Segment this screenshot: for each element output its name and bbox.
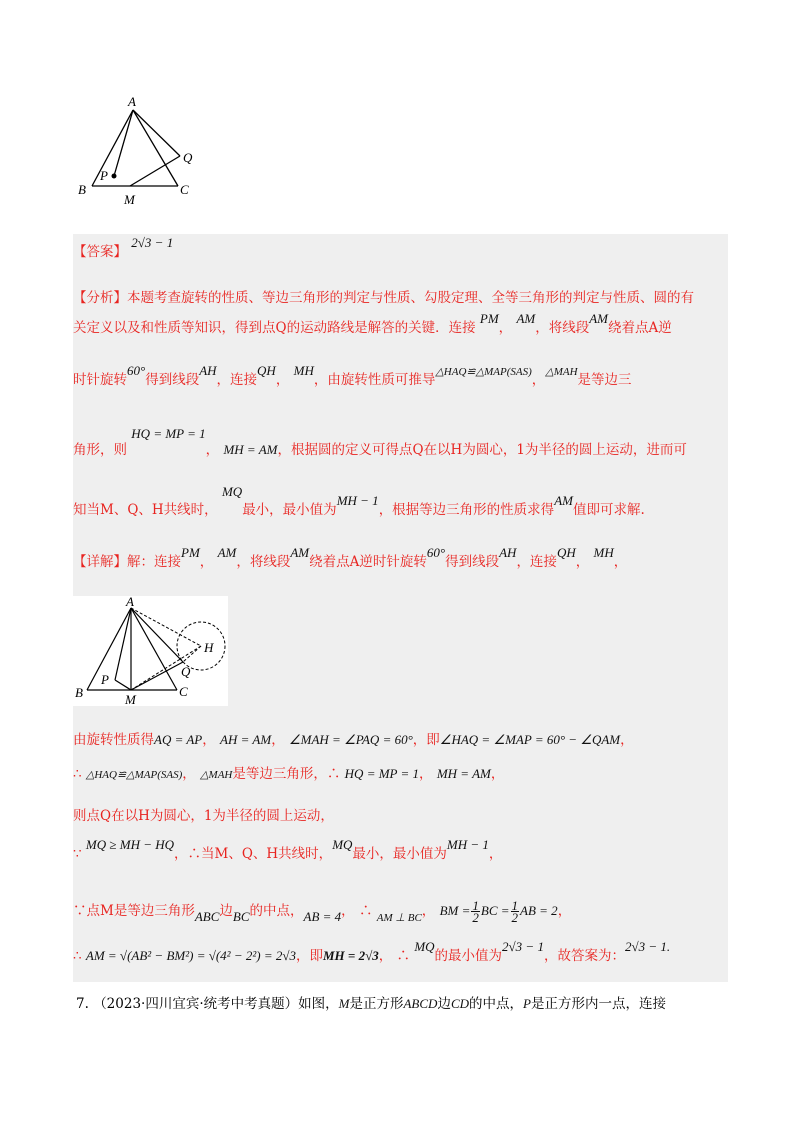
detail-line-5: ∵ MQ ≥ MH − HQ，∴当M、Q、H共线时，MQ最小，最小值为MH − 1， bbox=[73, 837, 503, 862]
detail-line-1: 【详解】解：连接PM， AM，将线段AM绕着点A逆时针旋转60°得到线段AH，连接QH， MH， bbox=[73, 545, 628, 570]
answer-box bbox=[73, 234, 728, 982]
label-p2: P bbox=[101, 672, 109, 687]
problem-7-line: 7. （2023·四川宜宾·统考中考真题）如图，M是正方形ABCD边CD的中点，P是正方形内一点，连接 bbox=[76, 996, 666, 1012]
detail-line-3: ∴ △HAQ≌△MAP(SAS)， △MAH是等边三角形，∴ HQ = MP = 1， MH = AM， bbox=[73, 766, 505, 782]
answer-line bbox=[73, 235, 174, 262]
label-h2: H bbox=[204, 640, 214, 655]
answer-tag: 【答案】 bbox=[73, 244, 127, 260]
label-c: C bbox=[180, 182, 189, 197]
figure-triangle-top bbox=[70, 90, 210, 210]
answer-value: 2√3 − 1 bbox=[131, 235, 174, 250]
label-m: M bbox=[124, 192, 135, 207]
detail-line-7: ∴ AM = √(AB² − BM²) = √(4² − 2²) = 2√3，即MH = 2√3， ∴ MQ的最小值为2√3 − 1，故答案为：2√3 − 1. bbox=[73, 939, 671, 964]
label-a: A bbox=[128, 94, 136, 109]
label-p: P bbox=[100, 168, 108, 183]
label-q: Q bbox=[183, 150, 193, 165]
detail-line-6: ∵点M是等边三角形ABC边BC的中点，AB = 4， ∴ $_{AM \perp BC}$， BM = $\frac{1}{2}$ BC = $\frac{1}{2}$ AB = 2， bbox=[73, 898, 572, 925]
analysis-line-4: 角形，则 HQ = MP = 1， MH = AM，根据圆的定义可得点Q在以H为圆心，1为半径的圆上运动，进而可 bbox=[73, 426, 687, 458]
label-q2: Q bbox=[181, 664, 191, 679]
label-c2: C bbox=[179, 684, 188, 699]
label-a2: A bbox=[126, 596, 134, 609]
figure-triangle-circle bbox=[73, 596, 228, 706]
analysis-line-1: 【分析】本题考查旋转的性质、等边三角形的判定与性质、勾股定理、全等三角形的判定与性质、圆的有 bbox=[73, 290, 694, 306]
label-b: B bbox=[78, 182, 86, 197]
detail-line-4: 则点Q在以H为圆心，1为半径的圆上运动， bbox=[73, 808, 334, 824]
detail-line-2: 由旋转性质得AQ = AP， AH = AM， ∠MAH = ∠PAQ = 60°，即∠HAQ = ∠MAP = 60° − ∠QAM， bbox=[73, 732, 634, 748]
analysis-line-3: 时针旋转60°得到线段AH，连接QH， MH，由旋转性质可推导$^{\triangle HAQ≌\triangle MAP(SAS)}$，$^{\triangle MAH}$是等边三 bbox=[73, 363, 632, 388]
label-m2: M bbox=[125, 692, 136, 706]
label-b2: B bbox=[75, 685, 83, 700]
analysis-line-5: 知当M、Q、H共线时， MQ最小，最小值为MH − 1，根据等边三角形的性质求得AM值即可求解. bbox=[73, 484, 645, 518]
analysis-line-2: 关定义以及和性质等知识，得到点Q的运动路线是解答的关键．连接 PM， AM，将线段AM绕着点A逆 bbox=[73, 311, 672, 336]
